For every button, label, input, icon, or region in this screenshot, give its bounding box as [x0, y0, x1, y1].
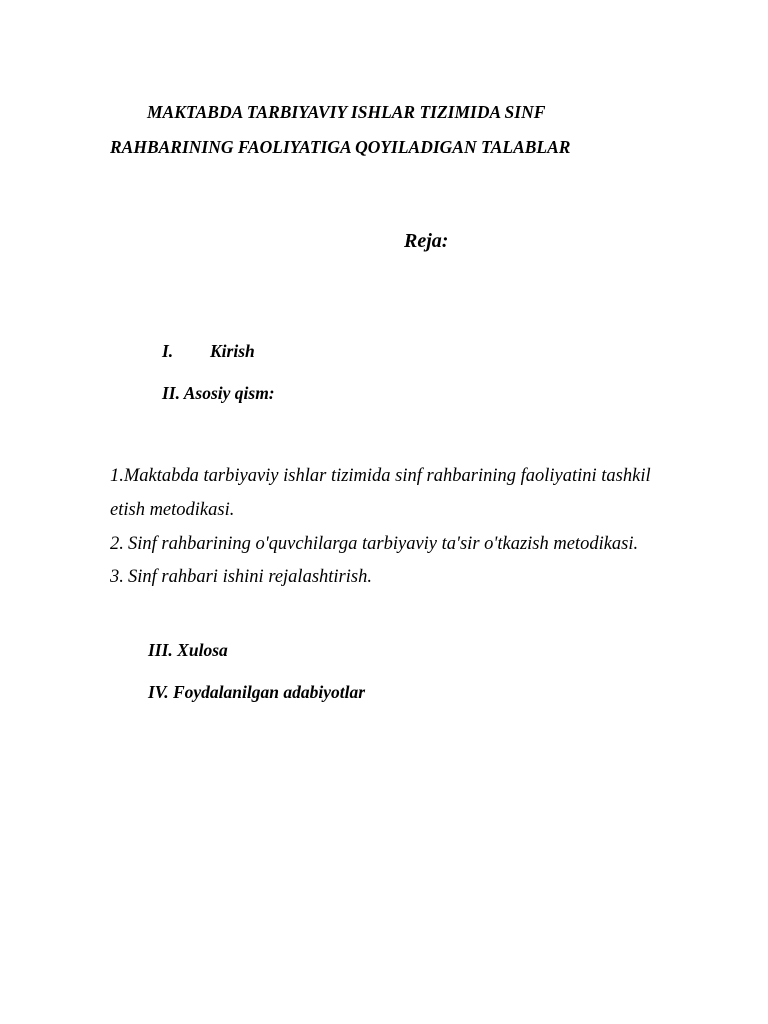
references-section: IV. Foydalanilgan adabiyotlar	[148, 682, 366, 702]
plan-item-1-line-2: etish metodikasi.	[110, 500, 235, 520]
plan-item-2-number: 2.	[110, 534, 124, 554]
plan-item-3	[110, 568, 372, 587]
intro-section-number: I.	[162, 341, 174, 361]
document-title-line-2: RAHBARINING FAOLIYATIGA QOYILADIGAN TALABLAR	[110, 137, 571, 157]
main-part-section: II. Asosiy qism:	[162, 383, 275, 403]
plan-item-2	[110, 535, 638, 554]
conclusion-section: III. Xulosa	[148, 640, 228, 660]
plan-item-3-number: 3.	[110, 567, 124, 587]
plan-item-3-text: Sinf rahbari ishini rejalashtirish.	[128, 567, 372, 587]
intro-section-label: Kirish	[210, 341, 255, 361]
plan-item-1-line-1: 1.Maktabda tarbiyaviy ishlar tizimida sinf rahbarining faoliyatini tashkil	[110, 466, 651, 486]
plan-item-2-text: Sinf rahbarining o'quvchilarga tarbiyaviy ta'sir o'tkazish metodikasi.	[128, 534, 639, 554]
document-title-line-1: MAKTABDA TARBIYAVIY ISHLAR TIZIMIDA SINF	[147, 102, 546, 122]
plan-heading: Reja:	[404, 230, 449, 252]
